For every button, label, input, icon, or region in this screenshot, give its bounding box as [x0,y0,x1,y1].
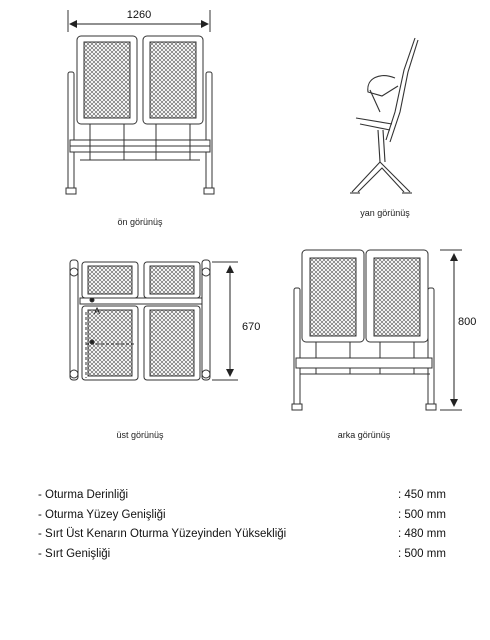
top-view-label: üst görünüş [116,430,164,440]
top-depth-dimension: 670 [242,321,261,333]
spec-label: - Sırt Üst Kenarın Oturma Yüzeyinden Yüksekliği [38,528,287,540]
front-seat-mesh [150,42,196,118]
top-seat-mesh [150,310,194,376]
top-seat-mesh [88,310,132,376]
spec-label: - Sırt Genişliği [38,547,111,560]
side-view-label: yan görünüş [360,208,410,218]
spec-value: : 480 mm [398,528,446,540]
back-view-label: arka görünüş [337,430,391,440]
spec-value: : 450 mm [398,489,446,501]
back-view-mesh [374,258,420,336]
spec-value: : 500 mm [398,547,446,560]
back-view-mesh [310,258,356,336]
front-width-dimension: 1260 [126,9,152,21]
spec-label: - Oturma Derinliği [38,489,129,501]
top-view-marker: A [94,306,101,316]
side-view [350,38,418,193]
front-view-label: ön görünüş [117,217,163,227]
spec-row [38,525,458,545]
top-back-mesh [88,266,132,294]
back-height-dimension: 800 [458,316,477,328]
spec-list [38,486,458,564]
spec-label: - Oturma Yüzey Genişliği [38,508,166,521]
spec-row [38,486,458,506]
top-view [70,260,238,380]
spec-row [38,506,458,526]
back-view [292,250,462,410]
front-seat-mesh [84,42,130,118]
spec-value: : 500 mm [398,508,446,521]
top-back-mesh [150,266,194,294]
spec-row [38,545,458,565]
front-view [66,10,214,194]
